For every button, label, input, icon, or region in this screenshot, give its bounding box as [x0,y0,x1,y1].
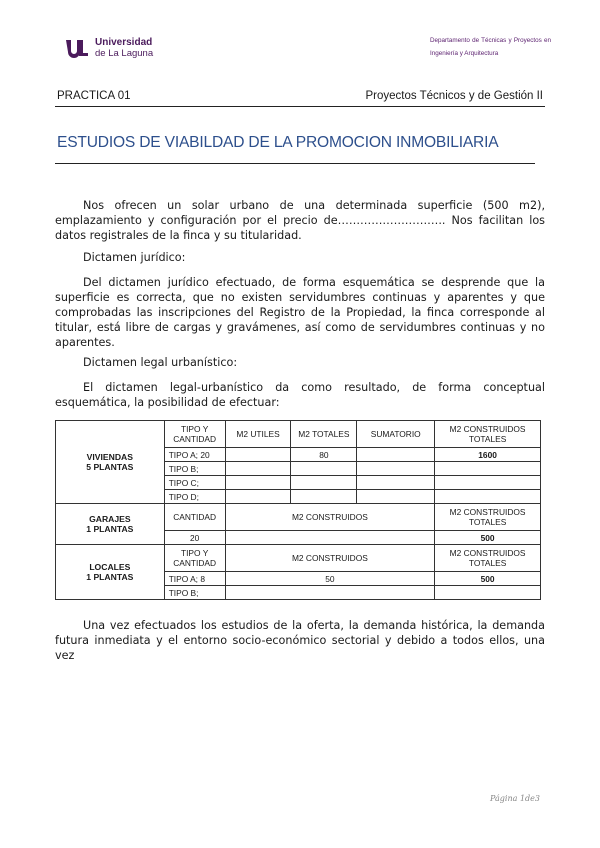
table-row: TIPO A; 8 50 500 [56,572,541,586]
table-row: TIPO A; 20 80 1600 [56,448,541,462]
table-row: TIPO B; [56,462,541,476]
course-name: Proyectos Técnicos y de Gestión II [365,90,543,102]
viviendas-label: VIVIENDAS 5 PLANTAS [56,421,165,504]
logo-line-1: Universidad [95,37,153,48]
locales-label: LOCALES 1 PLANTAS [56,545,165,600]
dictamen-juridico-paragraph: Del dictamen jurídico efectuado, de forma esquemática se desprende que la superficie es correcta, que no existen servidumbres continuas y aparentes y que comprobadas las inscripciones del Registro de la Propiedad, la finca corresponde al titular, está libre de cargas y gravámenes, así como de servidumbres continuas y no aparentes. [55,276,545,349]
page-number: Página 1de3 [490,794,540,803]
table-header: SUMATORIO [357,421,435,448]
title-underline [55,163,535,164]
table-row: TIPO B; [56,586,541,600]
table-header: M2 UTILES [225,421,291,448]
table-header: TIPO Y CANTIDAD [164,545,225,572]
dictamen-legal-heading: Dictamen legal urbanístico: [83,356,238,369]
practice-label: PRACTICA 01 [57,90,131,102]
dictamen-legal-paragraph: El dictamen legal-urbanístico da como resultado, de forma conceptual esquemática, la posibilidad de efectuar: [55,381,545,409]
logo-line-2: de La Laguna [95,48,154,59]
page-title: ESTUDIOS DE VIABILDAD DE LA PROMOCION INMOBILIARIA [57,134,499,151]
table-header: CANTIDAD [164,504,225,531]
building-program-table [55,420,541,600]
table-row: TIPO D; [56,490,541,504]
table-header: M2 CONSTRUIDOS TOTALES [435,421,541,448]
table-header: M2 TOTALES [291,421,357,448]
university-logo [64,37,153,59]
closing-paragraph: Una vez efectuados los estudios de la oferta, la demanda histórica, la demanda futura inmediata y el entorno socio-económico sectorial y debido a todos ellos, una vez [55,619,545,662]
dictamen-juridico-heading: Dictamen jurídico: [83,251,186,264]
garajes-label: GARAJES 1 PLANTAS [56,504,165,545]
table-row: 20 500 [56,531,541,545]
table-row: TIPO C; [56,476,541,490]
department-name: Departamento de Técnicas y Proyectos en Ingeniería y Arquitectura [430,37,551,57]
table-header: M2 CONSTRUIDOS [225,545,435,572]
ull-logo-icon [64,37,90,59]
table-header: M2 CONSTRUIDOS TOTALES [435,504,541,531]
table-header: TIPO Y CANTIDAD [164,421,225,448]
intro-paragraph: Nos ofrecen un solar urbano de una determinada superficie (500 m2), emplazamiento y configuración por el precio de……………………….. Nos facilitan los datos registrales de la finca y su titularidad. [55,199,545,242]
table-header: M2 CONSTRUIDOS [225,504,435,531]
header-divider [55,106,545,107]
table-header: M2 CONSTRUIDOS TOTALES [435,545,541,572]
